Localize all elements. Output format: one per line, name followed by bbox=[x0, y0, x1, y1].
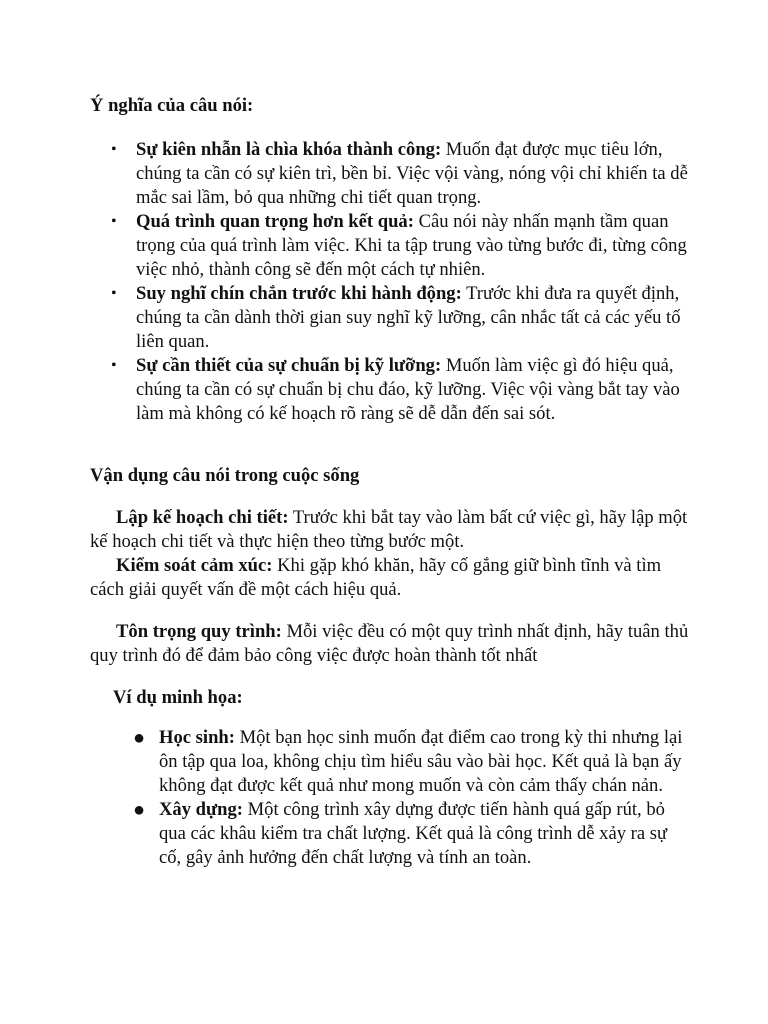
item-term: Sự cần thiết của sự chuẩn bị kỹ lưỡng: bbox=[136, 355, 442, 376]
para-text: Mỗi việc đều có một quy trình nhất định, hãy tuân thủ quy trình đó để đảm bảo công việc được hoàn thành tốt nhất bbox=[90, 621, 689, 666]
list-item bbox=[91, 138, 691, 210]
application-paragraph bbox=[90, 620, 690, 668]
list-item bbox=[91, 210, 691, 282]
para-term: Lập kế hoạch chi tiết: bbox=[116, 507, 289, 528]
para-term: Tôn trọng quy trình: bbox=[116, 621, 282, 642]
item-text: Một công trình xây dựng được tiến hành quá gấp rút, bỏ qua các khâu kiểm tra chất lượng. Kết quả là công trình dễ xảy ra sự cố, gây ảnh hưởng đến chất lượng và tính an toàn. bbox=[159, 799, 668, 868]
section-heading-examples: Ví dụ minh họa: bbox=[113, 687, 243, 708]
para-term: Kiểm soát cảm xúc: bbox=[116, 555, 273, 576]
item-text: Muốn đạt được mục tiêu lớn, chúng ta cần có sự kiên trì, bền bỉ. Việc vội vàng, nóng vội chỉ khiến ta dễ mắc sai lầm, bỏ qua những chi tiết quan trọng. bbox=[136, 139, 688, 208]
para-text: Khi gặp khó khăn, hãy cố gắng giữ bình tĩnh và tìm cách giải quyết vấn đề một cách hiệu quả. bbox=[90, 555, 662, 600]
section-heading-meaning: Ý nghĩa của câu nói: bbox=[90, 95, 254, 116]
bullet-icon: • bbox=[111, 141, 117, 158]
item-term: Sự kiên nhẫn là chìa khóa thành công: bbox=[136, 139, 442, 160]
para-text: Trước khi bắt tay vào làm bất cứ việc gì, hãy lập một kế hoạch chi tiết và thực hiện theo từng bước một. bbox=[90, 507, 688, 552]
bullet-icon: ● bbox=[133, 799, 146, 821]
item-term: Suy nghĩ chín chắn trước khi hành động: bbox=[136, 283, 462, 304]
item-term: Học sinh: bbox=[159, 727, 235, 748]
list-item bbox=[91, 282, 691, 354]
section-heading-application: Vận dụng câu nói trong cuộc sống bbox=[90, 465, 360, 486]
examples-list bbox=[91, 726, 691, 870]
item-term: Xây dựng: bbox=[159, 799, 243, 820]
item-text: Câu nói này nhấn mạnh tầm quan trọng của quá trình làm việc. Khi ta tập trung vào từng bước đi, từng công việc nhỏ, thành công sẽ đến một cách tự nhiên. bbox=[136, 211, 687, 280]
bullet-icon: • bbox=[111, 285, 117, 302]
meaning-list bbox=[91, 138, 691, 426]
application-paragraph bbox=[90, 506, 690, 554]
bullet-icon: • bbox=[111, 213, 117, 230]
item-text: Một bạn học sinh muốn đạt điểm cao trong kỳ thi nhưng lại ôn tập qua loa, không chịu tìm hiểu sâu vào bài học. Kết quả là bạn ấy không đạt được kết quả như mong muốn và còn cảm thấy chán nản. bbox=[159, 727, 683, 796]
item-text: Muốn làm việc gì đó hiệu quả, chúng ta cần có sự chuẩn bị chu đáo, kỹ lưỡng. Việc vội vàng bắt tay vào làm mà không có kế hoạch rõ ràng sẽ dễ dẫn đến sai sót. bbox=[136, 355, 680, 424]
item-text: Trước khi đưa ra quyết định, chúng ta cần dành thời gian suy nghĩ kỹ lưỡng, cân nhắc tất cả các yếu tố liên quan. bbox=[136, 283, 681, 352]
item-term: Quá trình quan trọng hơn kết quả: bbox=[136, 211, 414, 232]
bullet-icon: ● bbox=[133, 727, 146, 749]
list-item bbox=[91, 798, 691, 870]
list-item bbox=[91, 354, 691, 426]
bullet-icon: • bbox=[111, 357, 117, 374]
list-item bbox=[91, 726, 691, 798]
application-paragraph bbox=[90, 554, 690, 602]
